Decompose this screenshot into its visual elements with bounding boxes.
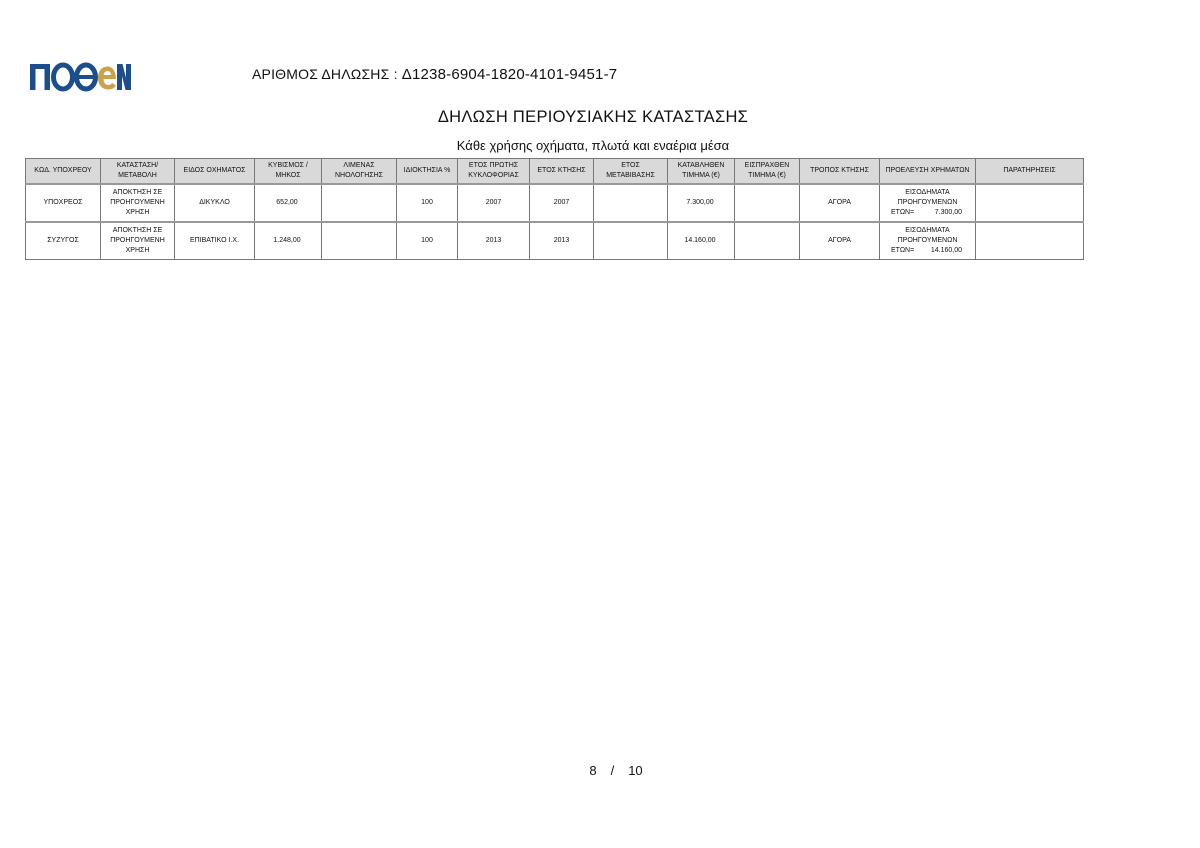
- status-cell: ΑΠΟΚΤΗΣΗ ΣΕ ΠΡΟΗΓΟΥΜΕΝΗ ΧΡΗΣΗ: [101, 222, 175, 260]
- paid-price-cell: 7.300,00: [668, 184, 735, 222]
- funds-source-cell: ΕΙΣΟΔΗΜΑΤΑ ΠΡΟΗΓΟΥΜΕΝΩΝ ΕΤΩΝ= 7.300,00: [880, 184, 976, 222]
- table-row: [26, 222, 1084, 260]
- owner-cell: ΣΥΖΥΓΟΣ: [26, 222, 101, 260]
- vehicle-type-cell: ΕΠΙΒΑΤΙΚΟ Ι.Χ.: [175, 222, 255, 260]
- column-header: ΕΙΔΟΣ ΟΧΗΜΑΤΟΣ: [175, 159, 255, 185]
- column-header: ΕΤΟΣ ΜΕΤΑΒΙΒΑΣΗΣ: [594, 159, 668, 185]
- column-header: ΕΤΟΣ ΚΤΗΣΗΣ: [530, 159, 594, 185]
- acquisition-method-cell: ΑΓΟΡΑ: [800, 184, 880, 222]
- declaration-number-label: ΑΡΙΘΜΟΣ ΔΗΛΩΣΗΣ :: [252, 66, 398, 82]
- received-price-cell: [735, 184, 800, 222]
- ownership-cell: 100: [397, 222, 458, 260]
- column-header: ΙΔΙΟΚΤΗΣΙΑ %: [397, 159, 458, 185]
- column-header: ΠΑΡΑΤΗΡΗΣΕΙΣ: [976, 159, 1084, 185]
- column-header: ΤΡΟΠΟΣ ΚΤΗΣΗΣ: [800, 159, 880, 185]
- registry-port-cell: [322, 222, 397, 260]
- declaration-number: [252, 66, 617, 83]
- column-header: ΠΡΟΕΛΕΥΣΗ ΧΡΗΜΑΤΩΝ: [880, 159, 976, 185]
- total-pages: 10: [628, 763, 643, 778]
- acquisition-year-cell: 2013: [530, 222, 594, 260]
- transfer-year-cell: [594, 184, 668, 222]
- notes-cell: [976, 184, 1084, 222]
- poten-logo: [28, 60, 132, 94]
- column-header: ΚΥΒΙΣΜΟΣ / ΜΗΚΟΣ: [255, 159, 322, 185]
- column-header: ΕΙΣΠΡΑΧΘΕΝ ΤΙΜΗΜΑ (€): [735, 159, 800, 185]
- funds-source-cell: ΕΙΣΟΔΗΜΑΤΑ ΠΡΟΗΓΟΥΜΕΝΩΝ ΕΤΩΝ= 14.160,00: [880, 222, 976, 260]
- engine-size-cell: 1.248,00: [255, 222, 322, 260]
- column-header: ΕΤΟΣ ΠΡΩΤΗΣ ΚΥΚΛΟΦΟΡΙΑΣ: [458, 159, 530, 185]
- notes-cell: [976, 222, 1084, 260]
- section-subtitle: Κάθε χρήσης οχήματα, πλωτά και εναέρια μέσα: [456, 138, 730, 153]
- declaration-number-value: Δ1238-6904-1820-4101-9451-7: [401, 66, 618, 83]
- current-page: 8: [589, 763, 597, 778]
- page-number: [0, 763, 1200, 778]
- page-title: ΔΗΛΩΣΗ ΠΕΡΙΟΥΣΙΑΚΗΣ ΚΑΤΑΣΤΑΣΗΣ: [437, 108, 749, 126]
- acquisition-method-cell: ΑΓΟΡΑ: [800, 222, 880, 260]
- column-header: ΚΑΤΑΒΛΗΘΕΝ ΤΙΜΗΜΑ (€): [668, 159, 735, 185]
- vehicle-type-cell: ΔΙΚΥΚΛΟ: [175, 184, 255, 222]
- column-header: ΛΙΜΕΝΑΣ ΝΗΟΛΟΓΗΣΗΣ: [322, 159, 397, 185]
- column-header: ΚΑΤΑΣΤΑΣΗ/ ΜΕΤΑΒΟΛΗ: [101, 159, 175, 185]
- page-separator: /: [610, 763, 615, 778]
- first-circulation-year-cell: 2007: [458, 184, 530, 222]
- ownership-cell: 100: [397, 184, 458, 222]
- owner-cell: ΥΠΟΧΡΕΟΣ: [26, 184, 101, 222]
- status-cell: ΑΠΟΚΤΗΣΗ ΣΕ ΠΡΟΗΓΟΥΜΕΝΗ ΧΡΗΣΗ: [101, 184, 175, 222]
- acquisition-year-cell: 2007: [530, 184, 594, 222]
- table-header-row: [26, 159, 1084, 185]
- vehicles-table: [25, 158, 1084, 260]
- transfer-year-cell: [594, 222, 668, 260]
- engine-size-cell: 652,00: [255, 184, 322, 222]
- paid-price-cell: 14.160,00: [668, 222, 735, 260]
- registry-port-cell: [322, 184, 397, 222]
- column-header: ΚΩΔ. ΥΠΟΧΡΕΟΥ: [26, 159, 101, 185]
- received-price-cell: [735, 222, 800, 260]
- first-circulation-year-cell: 2013: [458, 222, 530, 260]
- table-row: [26, 184, 1084, 222]
